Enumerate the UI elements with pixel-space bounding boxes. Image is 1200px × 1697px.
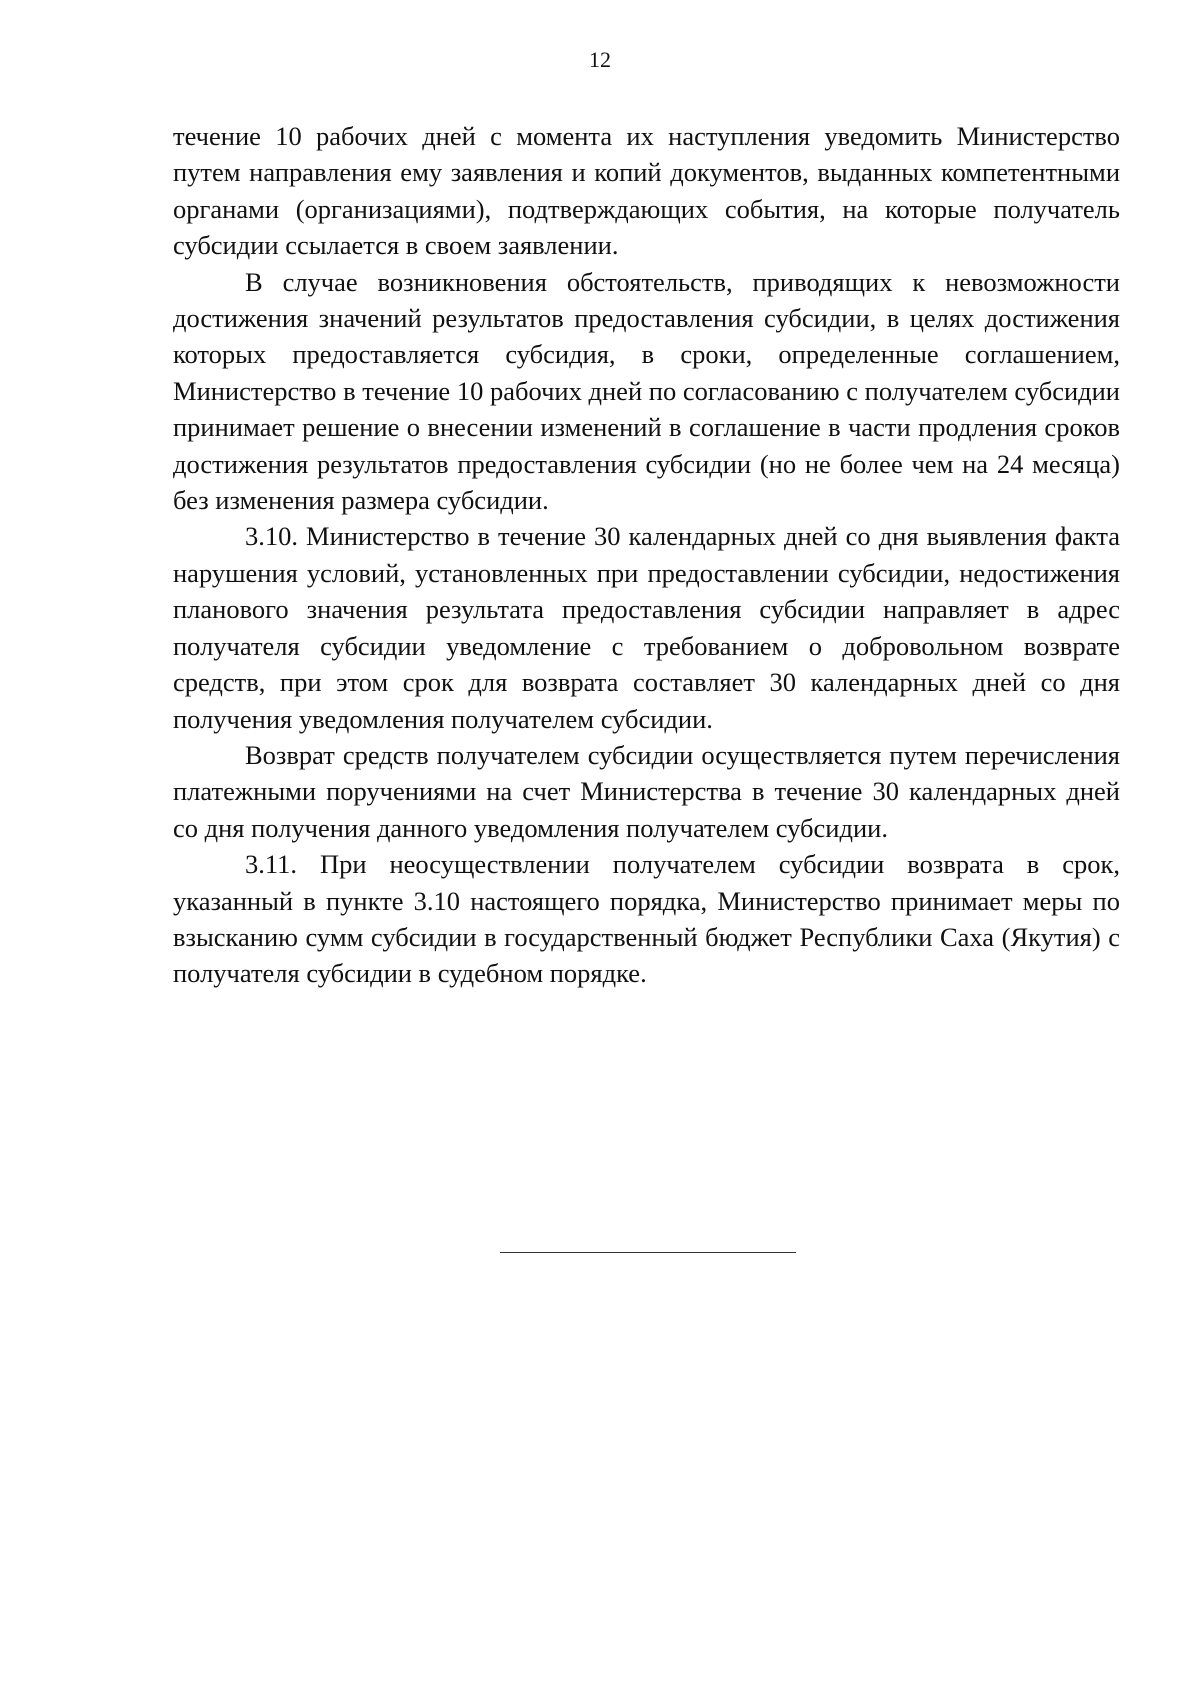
paragraph-circumstances: В случае возникновения обстоятельств, приводящих к невозможности достижения значений результатов предоставления субсидии, в целях достижения которых предоставляется субсидия, в сроки, определенные соглашением, Министерство в течение 10 рабочих дней по согласованию с получателем субсидии принимает решение о внесении изменений в соглашение в части продления сроков достижения результатов предоставления субсидии (но не более чем на 24 месяца) без изменения размера субсидии. — [173, 266, 1120, 516]
page-number: 12 — [589, 47, 611, 72]
paragraph-3-10: 3.10. Министерство в течение 30 календарных дней со дня выявления факта нарушения условий, установленных при предоставлении субсидии, недостижения планового значения результата предоставления субсидии направляет в адрес получателя субсидии уведомление с требованием о добровольном возврате средств, при этом срок для возврата составляет 30 календарных дней со дня получения уведомления получателем субсидии. — [173, 521, 1120, 734]
paragraph-continuation: течение 10 рабочих дней с момента их наступления уведомить Министерство путем направления ему заявления и копий документов, выданных компетентными органами (организациями), подтверждающих события, на которые получатель субсидии ссылается в своем заявлении. — [173, 121, 1120, 261]
paragraph-3-11: 3.11. При неосуществлении получателем субсидии возврата в срок, указанный в пункте 3.10 настоящего порядка, Министерство принимает меры по взысканию сумм субсидии в государственный бюджет Республики Саха (Якутия) с получателя субсидии в судебном порядке. — [173, 849, 1120, 989]
end-of-text-rule — [500, 1252, 796, 1253]
document-body — [173, 118, 1120, 992]
paragraph-refund: Возврат средств получателем субсидии осуществляется путем перечисления платежными поручениями на счет Министерства в течение 30 календарных дней со дня получения данного уведомления получателем субсидии. — [173, 739, 1120, 843]
